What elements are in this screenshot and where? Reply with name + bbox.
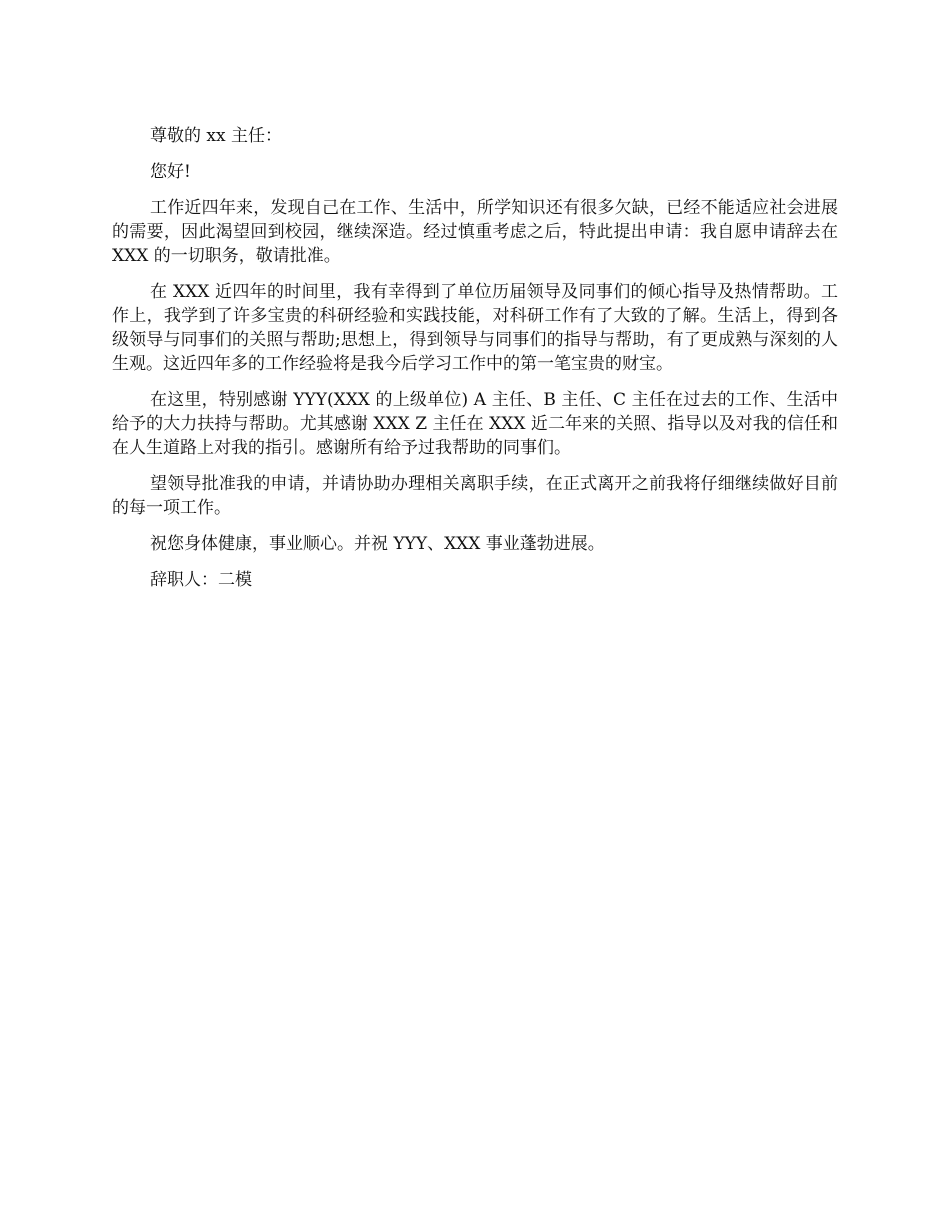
salutation: 尊敬的 xx 主任：	[150, 126, 282, 146]
body-paragraph-3: 在这里，特别感谢 YYY(XXX 的上级单位) A 主任、B 主任、C 主任在过去的工作、生活中给予的大力扶持与帮助。尤其感谢 XXX Z 主任在 XXX 近二年来的关照、指导以及对我的信任和在人生道路上对我的指引。感谢所有给予过我帮助的同事们。	[112, 390, 838, 458]
body-paragraph-2: 在 XXX 近四年的时间里，我有幸得到了单位历届领导及同事们的倾心指导及热情帮助。工作上，我学到了许多宝贵的科研经验和实践技能，对科研工作有了大致的了解。生活上，得到各级领导与同事们的关照与帮助;思想上，得到领导与同事们的指导与帮助，有了更成熟与深刻的人生观。这近四年多的工作经验将是我今后学习工作中的第一笔宝贵的财宝。	[112, 282, 838, 374]
signature: 辞职人：二模	[150, 570, 252, 590]
greeting: 您好!	[150, 162, 191, 182]
closing-wishes: 祝您身体健康，事业顺心。并祝 YYY、XXX 事业蓬勃进展。	[150, 534, 605, 554]
body-paragraph-4: 望领导批准我的申请，并请协助办理相关离职手续，在正式离开之前我将仔细继续做好目前的每一项工作。	[112, 474, 838, 518]
body-paragraph-1: 工作近四年来，发现自己在工作、生活中，所学知识还有很多欠缺，已经不能适应社会进展的需要，因此渴望回到校园，继续深造。经过慎重考虑之后，特此提出申请：我自愿申请辞去在 XXX 的一切职务，敬请批准。	[112, 198, 838, 266]
